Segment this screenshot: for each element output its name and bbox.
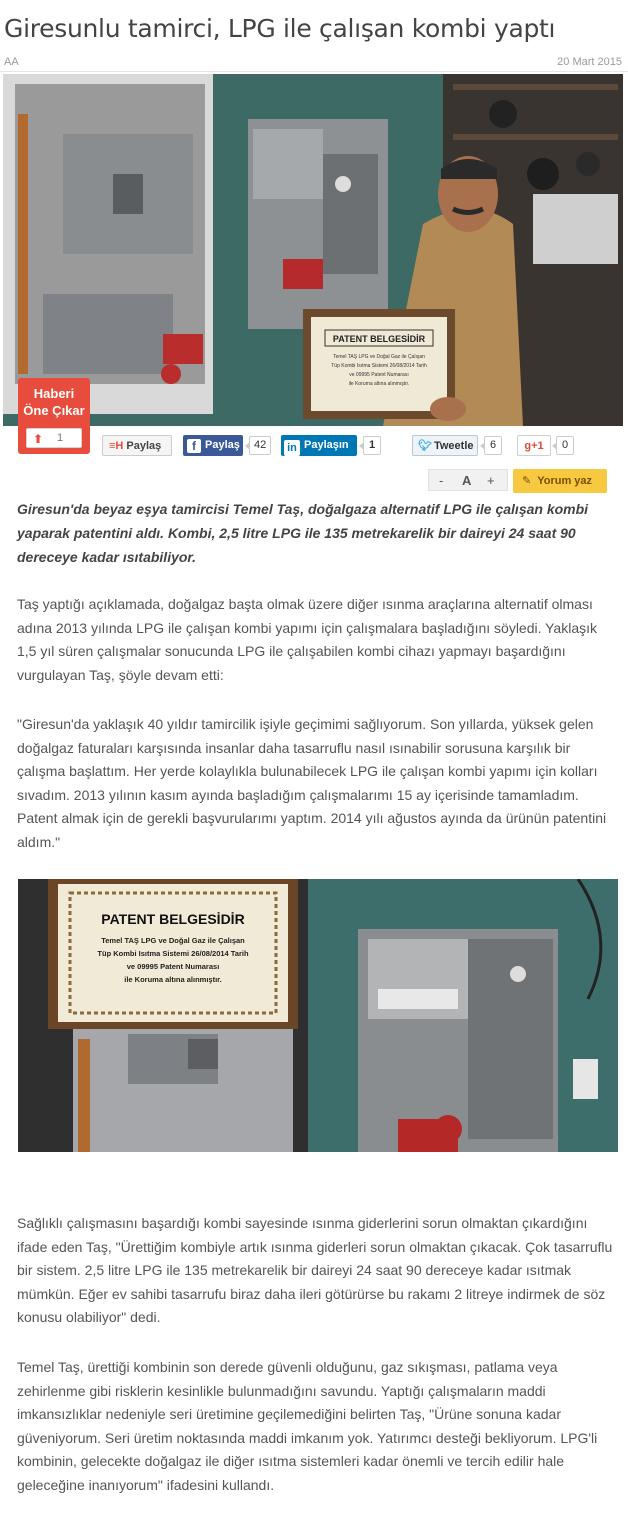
share-bar: [0, 432, 628, 460]
google-plus-button[interactable]: g+1: [517, 435, 551, 456]
hero-plaque-line: ve 09995 Patent Numarası: [349, 372, 409, 378]
linkedin-icon: in: [284, 440, 300, 456]
hero-photo: [3, 74, 623, 426]
google-plus-count: 0: [556, 436, 574, 455]
arrow-up-icon: ⬆: [33, 432, 44, 446]
article-paragraph: "Giresun'da yaklaşık 40 yıldır tamircilik işiyle geçimimi sağlıyorum. Son yıllarda, yüksek gelen doğalgaz faturaları karşısında insanlar daha tasarruflu nasıl ısınabilir sorusuna karşılık bir çalışma başlattım. Her yerde kolaylıkla bulunabilecek LPG ile çalışan kombi yapımı için kolları sıvadım. 2013 yılının kasım ayında başladığım çalışmalarımı 15 ay içerisinde tamamladım. Patent almak için de gerekli başvurularımı yaptım. 2014 yılı ağustos ayında da ürünün patentini aldım.": [17, 716, 607, 850]
haber-share-button[interactable]: ≡H Paylaş: [102, 435, 172, 456]
google-plus-icon: g: [524, 440, 532, 452]
hero-plaque-line: Temel TAŞ LPG ve Doğal Gaz ile Çalışan: [333, 354, 425, 360]
facebook-share-button[interactable]: f Paylaş: [183, 435, 243, 456]
article-source: AA: [4, 56, 19, 68]
article-title: Giresunlu tamirci, LPG ile çalışan kombi yaptı: [4, 14, 556, 43]
article-paragraph: Taş yaptığı açıklamada, doğalgaz başta olmak üzere diğer ısınma araçlarına alternatif olması adına 2013 yılında LPG ile çalışan kombi yapımı için çalışmalara başladığını söyledi. Yaklaşık 1,5 yıl süren çalışmalar sonucunda LPG ile çalışabilen kombi cihazı yapmayı başardığını vurgulayan Taş, şöyle devam etti:: [17, 596, 598, 683]
article-date: 20 Mart 2015: [557, 56, 622, 68]
feature-story-label: Haberi Öne Çıkar: [23, 386, 85, 418]
photo-plaque-line: Tüp Kombi Isıtma Sistemi 26/08/2014 Tarih: [97, 949, 249, 958]
article-photo-illustration: [18, 879, 618, 1152]
font-increase-button[interactable]: +: [487, 473, 495, 488]
write-comment-button[interactable]: ✎ Yorum yaz: [513, 469, 607, 493]
article-meta: [0, 54, 628, 72]
linkedin-share-button[interactable]: in Paylaşın: [281, 435, 357, 456]
photo-plaque-line: ve 09995 Patent Numarası: [126, 962, 220, 971]
font-decrease-button[interactable]: -: [439, 473, 444, 488]
article-photo: [18, 879, 618, 1152]
facebook-share-count: 42: [249, 436, 271, 455]
font-size-label: A: [462, 473, 472, 488]
hero-plaque-line: ile Koruma altına alınmıştır.: [348, 381, 410, 387]
linkedin-share-count: 1: [363, 436, 381, 455]
photo-plaque-line: Temel TAŞ LPG ve Doğal Gaz ile Çalışan: [101, 936, 245, 945]
twitter-tweet-count: 6: [484, 436, 502, 455]
article-paragraph: Sağlıklı çalışmasını başardığı kombi sayesinde ısınma giderlerini sorun olmaktan çıkardığını ifade eden Taş, "Ürettiğim kombiyle artık ısınma giderleri sorun olmaktan çıkacak. Çok tasarruflu bir sistem. 2,5 litre LPG ile 135 metrekarelik bir daireyi 24 saat 90 dereceye kadar ısıtmak mümkün. Eğer ev sahibi tasarrufu biraz daha ileri götürürse bu rakamı 2 litreye indirmek de söz konusu olabiliyor" dedi.: [17, 1215, 613, 1325]
photo-plaque-line: ile Koruma altına alınmıştır.: [124, 975, 222, 984]
twitter-bird-icon: 🐦︎: [418, 440, 432, 452]
haber-logo-icon: ≡H: [109, 440, 124, 452]
hero-photo-illustration: [3, 74, 623, 426]
twitter-tweet-button[interactable]: 🐦︎ Tweetle: [412, 435, 478, 456]
font-size-controls: [428, 469, 508, 491]
feature-story-count: 1: [57, 432, 64, 444]
article-paragraph: Temel Taş, ürettiği kombinin son derede güvenli olduğunu, gaz sıkışması, patlama veya zehirlenme gibi risklerin kesinlikle bulunmadığını savundu. Yaptığı çalışmaların maddi imkansızlıklar nedeniyle seri üretimine geçilemediğini belirten Taş, "Ürüne sonuna kadar güveniyorum. Seri üretim noktasında maddi imkanım yok. Yatırımcı desteği bekliyorum. LPG'li kombinin, gelecekte doğalgaz ile diğer ısıtma sistemleri kadar önemli ve tercih edilir hale geleceğine inanıyorum" ifadesini kullandı.: [17, 1359, 598, 1493]
facebook-icon: f: [187, 439, 201, 453]
hero-plaque-heading: PATENT BELGESİDİR: [332, 334, 426, 344]
photo-plaque-heading: PATENT BELGESİDİR: [101, 911, 245, 927]
pencil-icon: ✎: [522, 475, 532, 487]
hero-plaque-line: Tüp Kombi Isıtma Sistemi 26/08/2014 Tarih: [331, 363, 427, 369]
article-lead: Giresun'da beyaz eşya tamircisi Temel Taş, doğalgaza alternatif LPG ile çalışan kombi yaparak patentini aldı. Kombi, 2,5 litre LPG ile 135 metrekarelik bir daireyi 24 saat 90 dereceye kadar ısıtabiliyor.: [17, 501, 589, 565]
